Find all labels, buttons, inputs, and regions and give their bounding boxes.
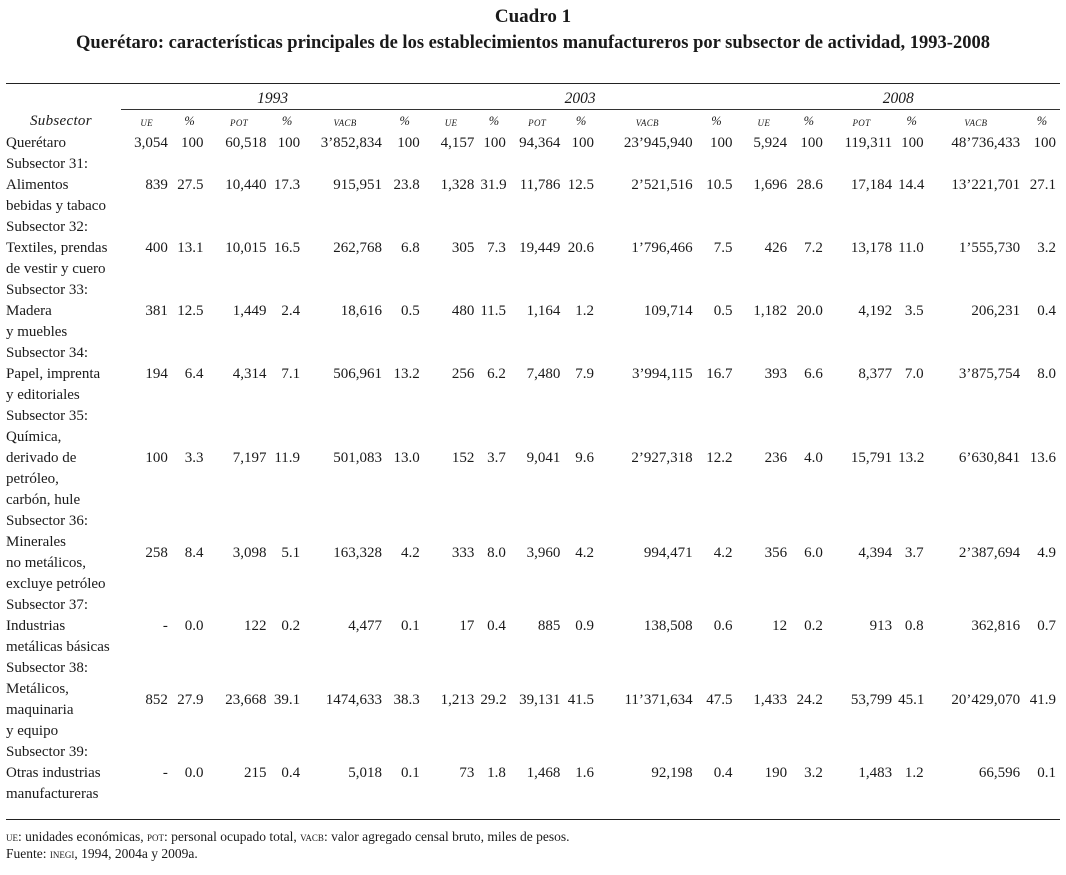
table-cell: 16.7 [706, 366, 733, 382]
table-cell: 11.9 [274, 450, 301, 466]
table-cell: 17.3 [273, 177, 301, 193]
table-cell: 23.8 [393, 177, 420, 193]
row-label-line: manufactureras [6, 786, 99, 802]
table-cell: 913 [869, 618, 893, 634]
column-header: % [803, 114, 815, 128]
table-cell: 17 [459, 618, 475, 634]
table-cell: 1,328 [440, 177, 475, 193]
table-cell: 0.4 [281, 765, 301, 781]
table-cell: 13.6 [1029, 450, 1056, 466]
table-number: Cuadro 1 [494, 6, 572, 27]
table-title: Querétaro: características principales de los establecimientos manufactureros por subsector de actividad, 1993-2008 [76, 33, 990, 53]
table-cell: 100 [397, 135, 420, 151]
row-label-line: Metálicos, [6, 681, 69, 697]
row-label-line: Otras industrias [6, 765, 101, 781]
table-cell: 7.1 [281, 366, 301, 382]
table-cell: 7.0 [904, 366, 924, 382]
table-cell: 100 [277, 135, 301, 151]
table-cell: 501,083 [333, 450, 382, 466]
table-cell: 29.2 [480, 691, 507, 708]
table-cell: 4,477 [348, 618, 382, 634]
table-cell: 41.5 [567, 691, 594, 708]
table-cell: 262,768 [333, 240, 382, 256]
table-cell: 19,449 [519, 240, 561, 256]
table-cell: - [162, 618, 168, 634]
table-cell: 12 [772, 618, 788, 634]
table-cell: 11’371,634 [624, 691, 693, 708]
table-cell: 23’945,940 [623, 135, 693, 151]
table-cell: 2’521,516 [631, 177, 693, 193]
table-cell: 5.1 [281, 544, 301, 561]
row-label-line: carbón, hule [6, 492, 81, 508]
row-label-line: petróleo, [6, 471, 59, 487]
row-label-line: Minerales [6, 534, 66, 550]
table-row [6, 280, 1060, 343]
table-cell: 4,192 [858, 303, 893, 319]
column-header: % [1036, 114, 1048, 128]
table-cell: 9,041 [526, 450, 561, 466]
table-row [6, 343, 1060, 406]
column-header: pot [528, 114, 547, 129]
table-cell: 28.6 [796, 177, 823, 193]
table-cell: 12.5 [567, 177, 594, 193]
table-cell: - [162, 765, 168, 781]
table-cell: 24.2 [796, 691, 823, 708]
table-cell: 13’221,701 [951, 177, 1021, 193]
table-cell: 0.5 [401, 303, 420, 319]
table-body [6, 133, 1060, 805]
table-cell: 4.2 [401, 544, 420, 561]
table-cell: 122 [243, 618, 267, 634]
row-label-line: Subsector 35: [6, 408, 89, 424]
table-row [6, 511, 1060, 595]
table-row [6, 406, 1060, 511]
table-cell: 1’555,730 [958, 240, 1021, 256]
table-cell: 163,328 [333, 544, 382, 561]
table-cell: 39.1 [273, 691, 301, 708]
row-label-line: no metálicos, [6, 555, 86, 571]
table-cell: 100 [145, 450, 168, 466]
table-cell: 6.6 [804, 366, 823, 382]
table-cell: 7,197 [232, 450, 267, 466]
row-label-line: y equipo [6, 723, 59, 739]
table-cell: 4.0 [804, 450, 823, 466]
table-cell: 8.0 [487, 544, 506, 561]
table-cell: 0.5 [713, 303, 733, 319]
table-cell: 0.0 [184, 618, 204, 634]
table-cell: 10,440 [225, 177, 267, 193]
column-header: ue [444, 114, 458, 129]
table-cell: 13.2 [393, 366, 420, 382]
row-label-line: Subsector 38: [6, 660, 89, 676]
row-label [6, 511, 121, 595]
table-cell: 17,184 [850, 177, 893, 193]
row-label-line: Subsector 32: [6, 219, 89, 235]
table-cell: 11.5 [480, 303, 507, 319]
table-row [6, 133, 1060, 154]
row-label-line: Madera [6, 303, 52, 319]
table-cell: 6.4 [184, 366, 204, 382]
table-cell: 100 [181, 135, 204, 151]
row-label-line: Subsector 36: [6, 513, 89, 529]
column-header: % [281, 114, 293, 128]
row-label [6, 280, 121, 343]
table-cell: 1,433 [753, 691, 788, 708]
table-cell: 1.2 [904, 765, 924, 781]
table-cell: 8.4 [184, 544, 204, 561]
row-label [6, 406, 121, 511]
column-header-row [6, 110, 1060, 134]
table-cell: 16.5 [273, 240, 301, 256]
table-cell: 1474,633 [325, 691, 382, 708]
table-cell: 1.2 [575, 303, 594, 319]
table-cell: 0.8 [904, 618, 924, 634]
column-header: ue [757, 114, 771, 129]
column-header: % [711, 114, 722, 128]
table-cell: 1,213 [440, 691, 475, 708]
table-cell: 152 [451, 450, 475, 466]
table-cell: 73 [459, 765, 475, 781]
table-cell: 0.9 [575, 618, 594, 634]
column-header: pot [230, 114, 248, 129]
table-cell: 915,951 [333, 177, 382, 193]
table-cell: 6.2 [487, 366, 506, 382]
table-cell: 3,098 [232, 544, 267, 561]
row-label-line: Subsector 33: [6, 282, 89, 298]
year-2003: 2003 [564, 90, 596, 107]
row-label-line: Subsector 39: [6, 744, 89, 760]
table-cell: 6’630,841 [958, 450, 1021, 466]
table-cell: 3,960 [526, 544, 561, 561]
table-cell: 20’429,070 [951, 691, 1021, 708]
table-cell: 45.1 [898, 691, 925, 708]
table-cell: 39,131 [519, 691, 561, 708]
table-cell: 48’736,433 [951, 135, 1021, 151]
table-cell: 13,178 [850, 240, 893, 256]
table-cell: 194 [145, 366, 168, 382]
column-header: vacb [333, 114, 357, 129]
row-label-line: Química, [6, 429, 62, 445]
table-cell: 4.9 [1037, 544, 1056, 561]
table-cell: 47.5 [706, 691, 733, 708]
table-cell: 10,015 [225, 240, 267, 256]
table-cell: 100 [800, 135, 823, 151]
table-cell: 100 [1033, 135, 1056, 151]
table-cell: 994,471 [643, 544, 693, 561]
table-cell: 1,468 [526, 765, 561, 781]
table-cell: 426 [764, 240, 788, 256]
table-cell: 92,198 [651, 765, 693, 781]
table-cell: 109,714 [643, 303, 693, 319]
table-cell: 2’927,318 [631, 450, 693, 466]
table-cell: 4.2 [575, 544, 594, 561]
table-cell: 8,377 [858, 366, 893, 382]
data-table [6, 88, 1060, 805]
table-cell: 11,786 [519, 177, 561, 193]
row-label-line: y muebles [6, 324, 68, 340]
row-label [6, 742, 121, 805]
table-cell: 18,616 [340, 303, 382, 319]
top-rule [6, 83, 1060, 84]
table-cell: 119,311 [844, 135, 893, 151]
table-cell: 190 [764, 765, 788, 781]
table-row [6, 154, 1060, 217]
row-label-line: Textiles, prendas [6, 240, 108, 256]
table-cell: 7,480 [526, 366, 561, 382]
table-cell: 0.4 [1037, 303, 1056, 319]
row-label-line: excluye petróleo [6, 576, 106, 592]
column-header: pot [852, 114, 871, 129]
table-cell: 0.1 [401, 765, 420, 781]
source-note: Fuente: inegi, 1994, 2004a y 2009a. [6, 846, 198, 861]
table-cell: 27.9 [177, 691, 204, 708]
table-cell: 3’875,754 [958, 366, 1021, 382]
table-cell: 3.5 [904, 303, 924, 319]
year-1993: 1993 [257, 90, 289, 107]
row-label [6, 343, 121, 406]
table-cell: 236 [764, 450, 788, 466]
row-label-line: Papel, imprenta [6, 366, 101, 382]
table-cell: 0.0 [184, 765, 204, 781]
row-label [6, 133, 121, 154]
table-cell: 1,483 [858, 765, 893, 781]
table-cell: 333 [451, 544, 475, 561]
column-header-subsector: Subsector [30, 112, 92, 129]
bottom-rule [6, 819, 1060, 820]
table-cell: 852 [145, 691, 168, 708]
column-header: % [575, 114, 587, 128]
table-cell: 100 [571, 135, 594, 151]
row-label-line: Subsector 34: [6, 345, 89, 361]
table-cell: 66,596 [978, 765, 1021, 781]
table-cell: 13.1 [177, 240, 204, 256]
table-cell: 7.3 [487, 240, 506, 256]
table-cell: 8.0 [1037, 366, 1056, 382]
table-cell: 15,791 [850, 450, 893, 466]
table-cell: 3,054 [134, 135, 168, 151]
table-row [6, 658, 1060, 742]
table-cell: 0.1 [1037, 765, 1056, 781]
table-cell: 100 [901, 135, 924, 151]
column-header: vacb [635, 114, 659, 129]
table-cell: 20.6 [567, 240, 594, 256]
row-label-line: Subsector 37: [6, 597, 89, 613]
table-cell: 885 [537, 618, 561, 634]
table-cell: 400 [145, 240, 168, 256]
table-cell: 0.1 [401, 618, 420, 634]
table-cell: 5,018 [348, 765, 382, 781]
abbreviations-note: ue: unidades económicas, pot: personal ocupado total, vacb: valor agregado censal bruto, miles de pesos. [6, 829, 570, 844]
row-label-line: de vestir y cuero [6, 261, 106, 277]
table-cell: 2.4 [281, 303, 301, 319]
column-header: vacb [964, 114, 988, 129]
table-cell: 0.2 [804, 618, 823, 634]
table-cell: 480 [451, 303, 475, 319]
table-row [6, 742, 1060, 805]
table-cell: 362,816 [971, 618, 1021, 634]
table-cell: 3’852,834 [320, 135, 382, 151]
table-cell: 11.0 [898, 240, 924, 256]
row-label-line: Subsector 31: [6, 156, 89, 172]
table-cell: 0.6 [713, 618, 733, 634]
table-cell: 1’796,466 [631, 240, 693, 256]
row-label-line: metálicas básicas [6, 639, 110, 655]
header-spacer [6, 88, 121, 109]
table-cell: 839 [145, 177, 168, 193]
column-header: % [906, 114, 918, 128]
table-cell: 3.7 [904, 544, 924, 561]
table-cell: 5,924 [753, 135, 788, 151]
table-cell: 1.6 [575, 765, 594, 781]
table-cell: 0.4 [487, 618, 506, 634]
table-cell: 13.2 [898, 450, 925, 466]
table-cell: 4,314 [232, 366, 267, 382]
table-cell: 27.5 [177, 177, 204, 193]
table-cell: 1,449 [232, 303, 267, 319]
table-cell: 12.5 [177, 303, 204, 319]
table-cell: 3’994,115 [631, 366, 693, 382]
table-cell: 38.3 [393, 691, 420, 708]
table-row [6, 595, 1060, 658]
row-label [6, 658, 121, 742]
table-cell: 256 [451, 366, 475, 382]
table-cell: 1.8 [487, 765, 506, 781]
table-cell: 27.1 [1029, 177, 1056, 193]
table-cell: 20.0 [796, 303, 823, 319]
table-cell: 1,164 [526, 303, 561, 319]
table-cell: 1,182 [753, 303, 788, 319]
row-label-line: derivado de [6, 450, 77, 466]
table-cell: 506,961 [333, 366, 382, 382]
table-cell: 4,394 [858, 544, 893, 561]
table-cell: 1,696 [753, 177, 788, 193]
table-cell: 3.7 [487, 450, 506, 466]
table-cell: 305 [451, 240, 475, 256]
table-cell: 9.6 [575, 450, 594, 466]
table-cell: 356 [764, 544, 788, 561]
table-cell: 53,799 [850, 691, 893, 708]
table-cell: 138,508 [643, 618, 693, 634]
row-label [6, 154, 121, 217]
table-notes [6, 828, 570, 862]
table-cell: 23,668 [225, 691, 267, 708]
table-cell: 6.8 [401, 240, 420, 256]
table-cell: 100 [483, 135, 506, 151]
table-cell: 4.2 [713, 544, 733, 561]
table-cell: 10.5 [706, 177, 733, 193]
row-label-line: Querétaro [6, 135, 66, 151]
table-cell: 100 [710, 135, 733, 151]
table-cell: 7.9 [575, 366, 594, 382]
row-label-line: maquinaria [6, 702, 74, 718]
column-header: % [399, 114, 411, 128]
table-cell: 41.9 [1029, 691, 1056, 708]
table-cell: 6.0 [804, 544, 823, 561]
table-cell: 206,231 [971, 303, 1021, 319]
column-header: ue [140, 114, 153, 129]
table-cell: 0.7 [1037, 618, 1056, 634]
table-cell: 3.2 [1037, 240, 1056, 256]
table-cell: 393 [764, 366, 788, 382]
table-cell: 3.3 [184, 450, 204, 466]
table-cell: 258 [145, 544, 168, 561]
row-label-line: Industrias [6, 618, 66, 634]
table-cell: 14.4 [898, 177, 925, 193]
table-row [6, 217, 1060, 280]
table-cell: 381 [145, 303, 168, 319]
table-cell: 7.2 [804, 240, 823, 256]
table-cell: 3.2 [804, 765, 823, 781]
table-cell: 4,157 [440, 135, 475, 151]
table-cell: 13.0 [393, 450, 420, 466]
table-cell: 94,364 [519, 135, 561, 151]
row-label-line: bebidas y tabaco [6, 198, 106, 214]
table-cell: 0.2 [281, 618, 301, 634]
column-header: % [488, 114, 500, 128]
row-label [6, 217, 121, 280]
year-2008: 2008 [882, 90, 914, 107]
row-label-line: Alimentos [6, 177, 69, 193]
column-header: % [184, 114, 196, 128]
table-cell: 2’387,694 [958, 544, 1021, 561]
table-cell: 60,518 [225, 135, 267, 151]
table-cell: 7.5 [713, 240, 733, 256]
table-cell: 31.9 [480, 177, 507, 193]
table-cell: 12.2 [706, 450, 733, 466]
table-cell: 215 [243, 765, 267, 781]
row-label [6, 595, 121, 658]
table-cell: 0.4 [713, 765, 733, 781]
row-label-line: y editoriales [6, 387, 80, 403]
